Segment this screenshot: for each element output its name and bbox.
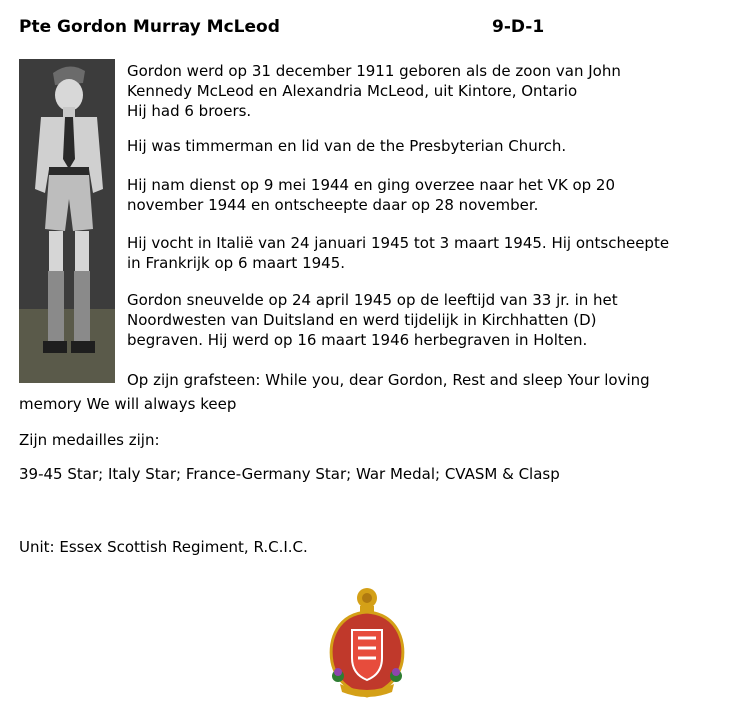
epitaph-line-2: memory We will always keep [19, 395, 237, 413]
death-line-1: Gordon sneuvelde op 24 april 1945 op de leeftijd van 33 jr. in het [127, 291, 618, 309]
medals-heading: Zijn medailles zijn: [19, 431, 160, 449]
grave-reference: 9-D-1 [492, 17, 545, 37]
service-line-2: in Frankrijk op 6 maart 1945. [127, 254, 346, 272]
death-paragraph [127, 290, 618, 350]
epitaph-line-1: Op zijn grafsteen: While you, dear Gordon, Rest and sleep Your loving [127, 371, 650, 389]
medals-list: 39-45 Star; Italy Star; France-Germany Star; War Medal; CVASM & Clasp [19, 465, 560, 483]
service-line-1: Hij vocht in Italië van 24 januari 1945 tot 3 maart 1945. Hij ontscheepte [127, 234, 670, 252]
regiment-crest-icon [326, 584, 408, 700]
unit-line: Unit: Essex Scottish Regiment, R.C.I.C. [19, 538, 308, 556]
enlistment-line-2: november 1944 en ontscheepte daar op 28 november. [127, 196, 539, 214]
enlistment-line-1: Hij nam dienst op 9 mei 1944 en ging overzee naar het VK op 20 [127, 176, 616, 194]
enlistment-paragraph [127, 175, 615, 215]
birth-line-3: Hij had 6 broers. [127, 102, 252, 120]
birth-line-1: Gordon werd op 31 december 1911 geboren als de zoon van John [127, 62, 621, 80]
occupation-paragraph [127, 136, 566, 156]
soldier-portrait-image [19, 59, 115, 383]
soldier-name: Pte Gordon Murray McLeod [19, 17, 280, 37]
birth-line-2: Kennedy McLeod en Alexandria McLeod, uit Kintore, Ontario [127, 82, 578, 100]
occupation-line: Hij was timmerman en lid van de the Presbyterian Church. [127, 137, 567, 155]
birth-paragraph [127, 61, 621, 121]
death-line-3: begraven. Hij werd op 16 maart 1946 herbegraven in Holten. [127, 331, 588, 349]
soldier-photo [19, 59, 115, 383]
service-paragraph [127, 233, 669, 273]
death-line-2: Noordwesten van Duitsland en werd tijdelijk in Kirchhatten (D) [127, 311, 597, 329]
